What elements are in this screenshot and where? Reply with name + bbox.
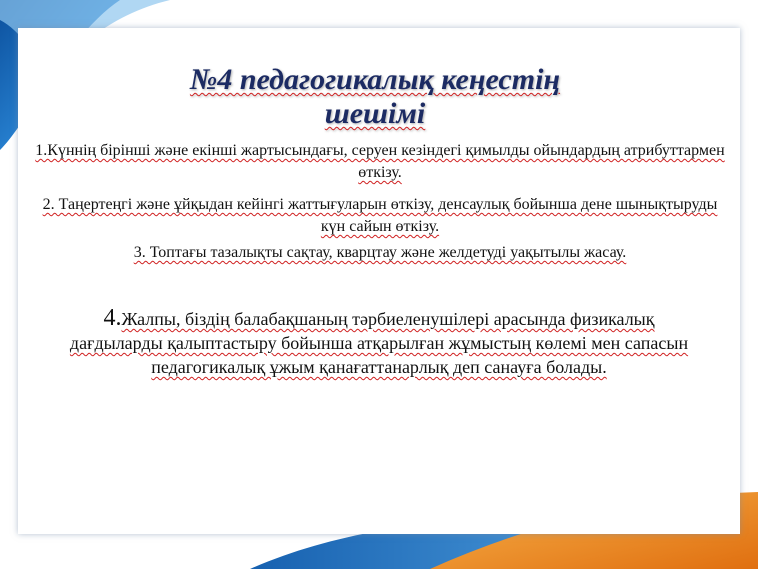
- decision-item-4-number: 4.: [103, 305, 122, 331]
- title-text-2: шешімі: [324, 97, 426, 130]
- decision-item-4-text: Жалпы, біздің балабақшаның тәрбиеленушілері арасында физикалық дағдыларды қалыптастыру бойынша атқарылған жұмыстың көлемі мен сапасын педагогикалық ұжым қанағаттанарлық деп санауға болады.: [69, 309, 689, 377]
- slide-title-line-2: [60, 98, 690, 130]
- title-text-1: №4 педагогикалық кеңестің: [189, 63, 561, 96]
- decision-item-3-text: 3. Топтағы тазалықты сақтау, кварцтау және желдетуді уақытылы жасау.: [133, 244, 627, 261]
- decision-item-2: [30, 194, 730, 238]
- decision-item-4: [60, 306, 698, 379]
- decision-item-3: [30, 242, 730, 264]
- decision-item-1: [30, 140, 730, 184]
- decision-item-2-text: 2. Таңертеңгі және ұйқыдан кейінгі жаттығуларын өткізу, денсаулық бойынша дене шынықтыруды күн сайын өткізу.: [42, 196, 718, 235]
- slide-title-line-1: [60, 64, 690, 96]
- decision-item-1-text: 1.Күннің бірінші және екінші жартысындағы, серуен кезіндегі қимылды ойындардың атрибуттармен өткізу.: [35, 142, 725, 181]
